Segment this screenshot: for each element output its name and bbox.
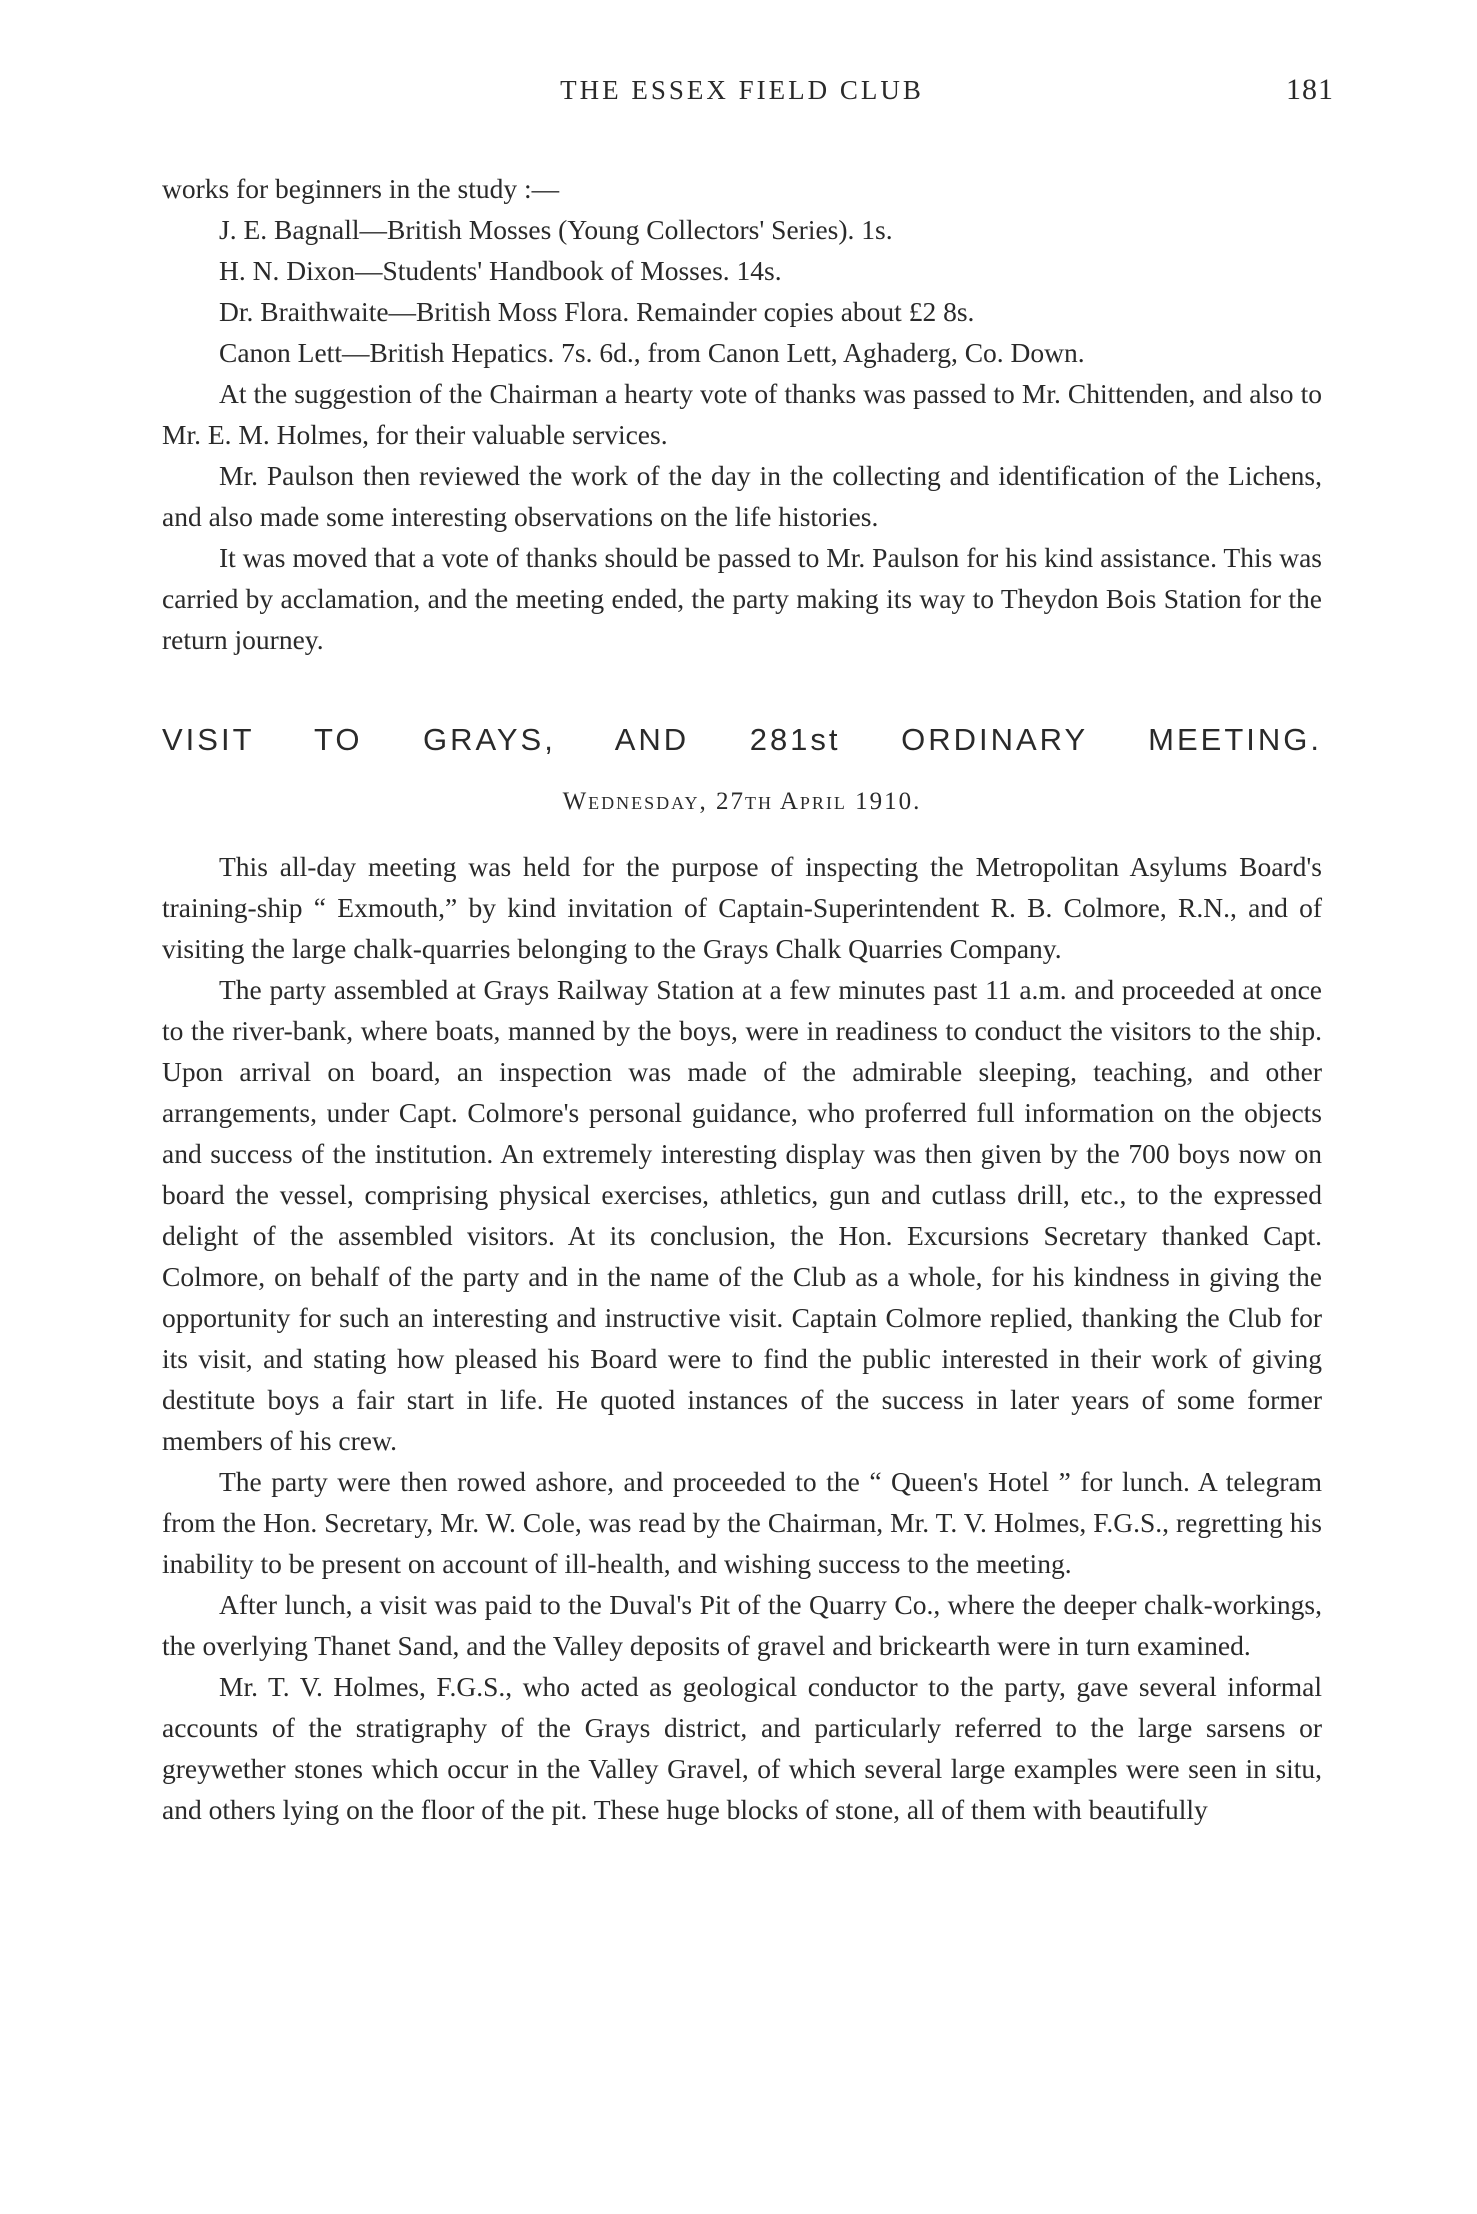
book-list (162, 209, 1322, 373)
paragraph-holmes-geology: Mr. T. V. Holmes, F.G.S., who acted as geological conductor to the party, gave several informal accounts of the stratigraphy of the Grays district, and particularly referred to the large sarsens or greywether stones which occur in the Valley Gravel, of which several large examples were seen in situ, and others lying on the floor of the pit. These huge blocks of stone, all of them with beautifully (162, 1671, 1322, 1825)
paragraph-duvals-pit: After lunch, a visit was paid to the Duval's Pit of the Quarry Co., where the deeper chalk-workings, the overlying Thanet Sand, and the Valley deposits of gravel and brickearth were in turn examined. (162, 1589, 1322, 1661)
section-title: VISIT TO GRAYS, AND 281st ORDINARY MEETING. (162, 722, 1322, 757)
paragraph-meeting-ended: It was moved that a vote of thanks should be passed to Mr. Paulson for his kind assistance. This was carried by acclamation, and the meeting ended, the party making its way to Theydon Bois Station for the return journey. (162, 542, 1322, 655)
running-title: THE ESSEX FIELD CLUB (560, 75, 924, 105)
paragraph-paulson-review: Mr. Paulson then reviewed the work of the day in the collecting and identification of the Lichens, and also made some interesting observations on the life histories. (162, 460, 1322, 532)
paragraph-purpose: This all-day meeting was held for the purpose of inspecting the Metropolitan Asylums Board's training-ship “ Exmouth,” by kind invitation of Captain-Superintendent R. B. Colmore, R.N., and of visiting the large chalk-quarries belonging to the Grays Chalk Quarries Company. (162, 851, 1322, 964)
book-item-lett: Canon Lett—British Hepatics. 7s. 6d., from Canon Lett, Aghaderg, Co. Down. (219, 337, 1085, 368)
paragraph-vote-of-thanks: At the suggestion of the Chairman a hearty vote of thanks was passed to Mr. Chittenden, and also to Mr. E. M. Holmes, for their valuable services. (162, 378, 1322, 450)
document-page (162, 60, 1334, 2180)
book-item-dixon: H. N. Dixon—Students' Handbook of Mosses. 14s. (219, 255, 782, 286)
book-item-bagnall: J. E. Bagnall—British Mosses (Young Collectors' Series). 1s. (219, 214, 893, 245)
book-item-braithwaite: Dr. Braithwaite—British Moss Flora. Remainder copies about £2 8s. (219, 296, 975, 327)
paragraph-lunch: The party were then rowed ashore, and proceeded to the “ Queen's Hotel ” for lunch. A telegram from the Hon. Secretary, Mr. W. Cole, was read by the Chairman, Mr. T. V. Holmes, F.G.S., regretting his inability to be present on account of ill-health, and wishing success to the meeting. (162, 1466, 1322, 1579)
intro-line: works for beginners in the study :— (162, 173, 560, 204)
paragraph-assembly: The party assembled at Grays Railway Station at a few minutes past 11 a.m. and proceeded at once to the river-bank, where boats, manned by the boys, were in readiness to conduct the visitors to the ship. Upon arrival on board, an inspection was made of the admirable sleeping, teaching, and other arrangements, under Capt. Colmore's personal guidance, who proferred full information on the objects and success of the institution. An extremely interesting display was then given by the 700 boys now on board the vessel, comprising physical exercises, athletics, gun and cutlass drill, etc., to the expressed delight of the assembled visitors. At its conclusion, the Hon. Excursions Secretary thanked Capt. Colmore, on behalf of the party and in the name of the Club as a whole, for his kindness in giving the opportunity for such an interesting and instructive visit. Captain Colmore replied, thanking the Club for its visit, and stating how pleased his Board were to find the public interested in their work of giving destitute boys a fair start in life. He quoted instances of the success in later years of some former members of his crew. (162, 974, 1322, 1456)
page-number: 181 (1286, 73, 1334, 106)
running-head (162, 60, 1334, 120)
section-date: Wednesday, 27th April 1910. (562, 788, 922, 815)
